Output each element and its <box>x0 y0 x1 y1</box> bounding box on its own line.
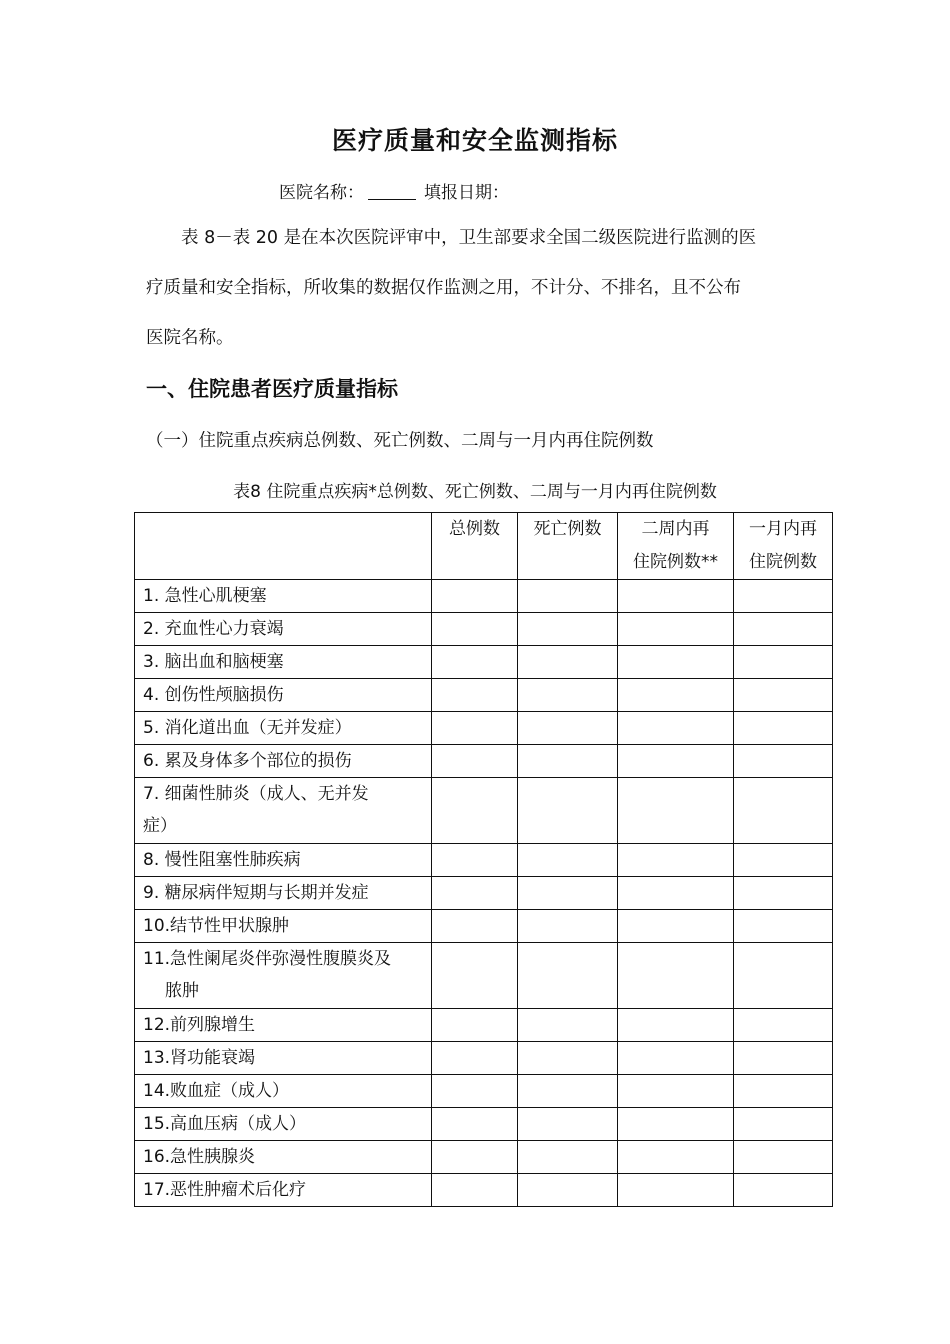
disease-stats-table <box>134 512 833 1207</box>
disease-label-cell <box>135 943 432 1009</box>
table-row <box>135 580 833 613</box>
two-week-readmission-cell[interactable] <box>618 1075 734 1108</box>
death-cases-cell[interactable] <box>518 778 618 844</box>
disease-label-line1: 16.急性胰腺炎 <box>143 1147 256 1167</box>
table-row <box>135 943 833 1009</box>
table-row <box>135 1042 833 1075</box>
disease-label-cell <box>135 679 432 712</box>
header-month-line2: 住院例数 <box>749 552 817 572</box>
two-week-readmission-cell[interactable] <box>618 580 734 613</box>
table-header-row <box>135 513 833 580</box>
disease-label-cell <box>135 1009 432 1042</box>
two-week-readmission-cell[interactable] <box>618 844 734 877</box>
total-cases-cell[interactable] <box>432 1141 518 1174</box>
death-cases-cell[interactable] <box>518 679 618 712</box>
header-month-readmission <box>734 513 833 580</box>
table-row <box>135 1009 833 1042</box>
disease-label-cell <box>135 646 432 679</box>
header-month-line1: 一月内再 <box>749 519 817 539</box>
table-row <box>135 877 833 910</box>
disease-label-cell <box>135 580 432 613</box>
section-heading: 一、住院患者医疗质量指标 <box>146 377 398 401</box>
two-week-readmission-cell[interactable] <box>618 679 734 712</box>
death-cases-cell[interactable] <box>518 613 618 646</box>
two-week-readmission-cell[interactable] <box>618 745 734 778</box>
month-readmission-cell[interactable] <box>734 580 833 613</box>
disease-label-cell <box>135 1141 432 1174</box>
disease-label-cell <box>135 1108 432 1141</box>
table-row <box>135 910 833 943</box>
header-two-week-line2: 住院例数** <box>633 552 718 572</box>
disease-label-line2: 症） <box>143 816 177 836</box>
month-readmission-cell[interactable] <box>734 646 833 679</box>
disease-label-line1: 14.败血症（成人） <box>143 1081 290 1101</box>
month-readmission-cell[interactable] <box>734 679 833 712</box>
intro-line: 疗质量和安全指标，所收集的数据仅作监测之用，不计分、不排名，且不公布 <box>146 278 741 298</box>
disease-label-cell <box>135 877 432 910</box>
disease-label-line1: 13.肾功能衰竭 <box>143 1048 256 1068</box>
total-cases-cell[interactable] <box>432 910 518 943</box>
subsection-heading: （一）住院重点疾病总例数、死亡例数、二周与一月内再住院例数 <box>146 431 654 451</box>
table-row <box>135 712 833 745</box>
month-readmission-cell[interactable] <box>734 1009 833 1042</box>
intro-line: 表 8－表 20 是在本次医院评审中，卫生部要求全国二级医院进行监测的医 <box>181 228 757 248</box>
month-readmission-cell[interactable] <box>734 613 833 646</box>
total-cases-cell[interactable] <box>432 778 518 844</box>
month-readmission-cell[interactable] <box>734 1108 833 1141</box>
disease-label-line1: 2. 充血性心力衰竭 <box>143 619 284 639</box>
month-readmission-cell[interactable] <box>734 1075 833 1108</box>
disease-label-line1: 6. 累及身体多个部位的损伤 <box>143 751 352 771</box>
disease-label-line1: 4. 创伤性颅脑损伤 <box>143 685 284 705</box>
disease-label-line1: 1. 急性心肌梗塞 <box>143 586 267 606</box>
table-row <box>135 745 833 778</box>
death-cases-cell[interactable] <box>518 1174 618 1207</box>
death-cases-cell[interactable] <box>518 1042 618 1075</box>
death-cases-cell[interactable] <box>518 580 618 613</box>
total-cases-cell[interactable] <box>432 712 518 745</box>
disease-label-cell <box>135 1174 432 1207</box>
two-week-readmission-cell[interactable] <box>618 712 734 745</box>
disease-label-line1: 9. 糖尿病伴短期与长期并发症 <box>143 883 369 903</box>
disease-label-cell <box>135 844 432 877</box>
two-week-readmission-cell[interactable] <box>618 646 734 679</box>
table-row <box>135 646 833 679</box>
disease-label-line1: 7. 细菌性肺炎（成人、无并发 <box>143 784 369 804</box>
disease-label-cell <box>135 712 432 745</box>
header-two-week-line1: 二周内再 <box>641 519 710 539</box>
disease-label-line1: 12.前列腺增生 <box>143 1015 256 1035</box>
hospital-name-blank <box>368 199 416 200</box>
table-caption: 表8 住院重点疾病*总例数、死亡例数、二周与一月内再住院例数 <box>233 482 717 502</box>
disease-label-line1: 17.恶性肿瘤术后化疗 <box>143 1180 307 1200</box>
disease-label-line1: 11.急性阑尾炎伴弥漫性腹膜炎及 <box>143 949 392 969</box>
total-cases-cell[interactable] <box>432 1108 518 1141</box>
two-week-readmission-cell[interactable] <box>618 910 734 943</box>
fill-date-label: 填报日期： <box>424 183 509 203</box>
intro-line: 医院名称。 <box>146 328 234 348</box>
two-week-readmission-cell[interactable] <box>618 943 734 1009</box>
total-cases-cell[interactable] <box>432 646 518 679</box>
death-cases-cell[interactable] <box>518 910 618 943</box>
disease-label-cell <box>135 778 432 844</box>
table-row <box>135 1141 833 1174</box>
disease-label-line2: 脓肿 <box>165 981 199 1001</box>
header-death-cases: 死亡例数 <box>518 513 618 580</box>
disease-label-cell <box>135 910 432 943</box>
disease-label-cell <box>135 1075 432 1108</box>
intro-paragraph <box>146 213 806 363</box>
total-cases-cell[interactable] <box>432 580 518 613</box>
death-cases-cell[interactable] <box>518 877 618 910</box>
page-title: 医疗质量和安全监测指标 <box>331 126 618 155</box>
total-cases-cell[interactable] <box>432 1009 518 1042</box>
month-readmission-cell[interactable] <box>734 712 833 745</box>
header-total-cases: 总例数 <box>432 513 518 580</box>
table-row <box>135 778 833 844</box>
death-cases-cell[interactable] <box>518 745 618 778</box>
two-week-readmission-cell[interactable] <box>618 1009 734 1042</box>
two-week-readmission-cell[interactable] <box>618 1042 734 1075</box>
table-row <box>135 1108 833 1141</box>
total-cases-cell[interactable] <box>432 1075 518 1108</box>
total-cases-cell[interactable] <box>432 877 518 910</box>
header-label-cell <box>135 513 432 580</box>
two-week-readmission-cell[interactable] <box>618 613 734 646</box>
total-cases-cell[interactable] <box>432 613 518 646</box>
disease-label-cell <box>135 613 432 646</box>
month-readmission-cell[interactable] <box>734 910 833 943</box>
month-readmission-cell[interactable] <box>734 1042 833 1075</box>
hospital-name-label: 医院名称： <box>279 183 364 203</box>
disease-label-cell <box>135 745 432 778</box>
form-meta-line <box>279 178 509 203</box>
death-cases-cell[interactable] <box>518 1009 618 1042</box>
death-cases-cell[interactable] <box>518 712 618 745</box>
total-cases-cell[interactable] <box>432 745 518 778</box>
death-cases-cell[interactable] <box>518 1108 618 1141</box>
month-readmission-cell[interactable] <box>734 1141 833 1174</box>
two-week-readmission-cell[interactable] <box>618 1108 734 1141</box>
disease-label-line1: 15.高血压病（成人） <box>143 1114 307 1134</box>
death-cases-cell[interactable] <box>518 646 618 679</box>
disease-label-line1: 10.结节性甲状腺肿 <box>143 916 290 936</box>
month-readmission-cell[interactable] <box>734 844 833 877</box>
month-readmission-cell[interactable] <box>734 1174 833 1207</box>
month-readmission-cell[interactable] <box>734 745 833 778</box>
two-week-readmission-cell[interactable] <box>618 778 734 844</box>
total-cases-cell[interactable] <box>432 1174 518 1207</box>
table-row <box>135 679 833 712</box>
death-cases-cell[interactable] <box>518 1075 618 1108</box>
disease-label-cell <box>135 1042 432 1075</box>
total-cases-cell[interactable] <box>432 679 518 712</box>
two-week-readmission-cell[interactable] <box>618 877 734 910</box>
month-readmission-cell[interactable] <box>734 943 833 1009</box>
total-cases-cell[interactable] <box>432 844 518 877</box>
table-row <box>135 613 833 646</box>
death-cases-cell[interactable] <box>518 844 618 877</box>
total-cases-cell[interactable] <box>432 943 518 1009</box>
month-readmission-cell[interactable] <box>734 778 833 844</box>
table-row <box>135 1174 833 1207</box>
death-cases-cell[interactable] <box>518 1141 618 1174</box>
two-week-readmission-cell[interactable] <box>618 1174 734 1207</box>
death-cases-cell[interactable] <box>518 943 618 1009</box>
disease-label-line1: 5. 消化道出血（无并发症） <box>143 718 352 738</box>
table-row <box>135 844 833 877</box>
total-cases-cell[interactable] <box>432 1042 518 1075</box>
table-body <box>135 580 833 1207</box>
table-row <box>135 1075 833 1108</box>
month-readmission-cell[interactable] <box>734 877 833 910</box>
disease-label-line1: 8. 慢性阻塞性肺疾病 <box>143 850 301 870</box>
disease-label-line1: 3. 脑出血和脑梗塞 <box>143 652 284 672</box>
header-two-week-readmission <box>618 513 734 580</box>
two-week-readmission-cell[interactable] <box>618 1141 734 1174</box>
